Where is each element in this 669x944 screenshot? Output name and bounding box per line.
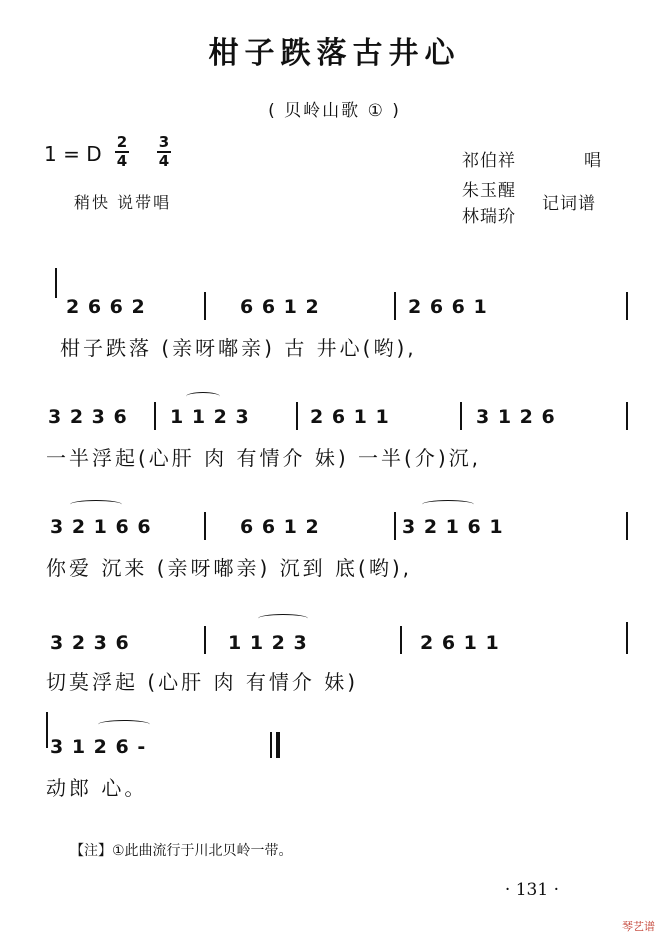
final-barline-thick (276, 732, 280, 758)
watermark-logo: 琴艺谱 (622, 920, 655, 933)
song-title: 柑子跌落古井心 (208, 36, 461, 71)
final-barline-thin (270, 732, 272, 758)
key-signature: 1 = D (44, 142, 102, 166)
slur (70, 500, 122, 509)
measure-notes: 3 1 2 6 (476, 406, 556, 428)
barline (626, 622, 628, 654)
barline (154, 402, 156, 430)
barline (204, 626, 206, 654)
barline (204, 292, 206, 320)
measure-notes: 2 6 1 1 (420, 632, 500, 654)
lyrics-line: 柑子跌落 (亲呀嘟亲) 古 井心(哟), (60, 336, 417, 360)
measure-notes: 3 2 3 6 (48, 406, 128, 428)
measure-notes: 2 6 1 1 (310, 406, 390, 428)
lyrics-line: 动郎 心。 (46, 776, 148, 800)
barline (394, 512, 396, 540)
barline (296, 402, 298, 430)
measure-notes: 2 6 6 1 (408, 296, 488, 318)
lyrics-line: 一半浮起(心肝 肉 有情介 妹) 一半(介)沉, (46, 446, 481, 470)
page-number: · 131 · (504, 880, 559, 900)
lyrics-line: 你爱 沉来 (亲呀嘟亲) 沉到 底(哟), (46, 556, 412, 580)
measure-notes: 1 1 2 3 (170, 406, 250, 428)
time-signature-3-4 (156, 134, 172, 170)
slur (258, 614, 308, 623)
barline (400, 626, 402, 654)
measure-notes: 3 2 3 6 (50, 632, 130, 654)
measure-notes: 6 6 1 2 (240, 516, 320, 538)
measure-notes: 3 2 1 6 6 (50, 516, 152, 538)
barline (626, 292, 628, 320)
measure-notes: 1 1 2 3 (228, 632, 308, 654)
measure-notes: 2 6 6 2 (66, 296, 146, 318)
barline (46, 712, 48, 748)
measure-notes: 3 1 2 6 - (50, 736, 147, 758)
barline (626, 512, 628, 540)
barline (55, 268, 57, 298)
song-subtitle: ( 贝岭山歌 ① ) (268, 101, 401, 121)
time-signature-2-4 (114, 134, 130, 170)
barline (626, 402, 628, 430)
time-signature-top: 2 (116, 133, 128, 151)
tempo-marking: 稍快 说带唱 (74, 193, 172, 212)
slur (422, 500, 474, 509)
singer-name: 祁伯祥 (462, 151, 516, 171)
time-signature-top: 3 (158, 133, 170, 151)
slur (186, 392, 220, 401)
time-signature-bottom: 4 (116, 151, 128, 170)
barline (394, 292, 396, 320)
recorder-name-2: 林瑞玠 (462, 207, 516, 227)
time-signature-bottom: 4 (158, 151, 170, 170)
recorder-role: 记词谱 (542, 194, 596, 214)
singer-role: 唱 (584, 151, 602, 171)
barline (460, 402, 462, 430)
slur (98, 720, 150, 729)
measure-notes: 6 6 1 2 (240, 296, 320, 318)
footnote: 【注】①此曲流行于川北贝岭一带。 (70, 843, 293, 859)
measure-notes: 3 2 1 6 1 (402, 516, 504, 538)
recorder-name-1: 朱玉醒 (462, 181, 516, 201)
barline (204, 512, 206, 540)
lyrics-line: 切莫浮起 (心肝 肉 有情介 妹) (46, 670, 359, 694)
